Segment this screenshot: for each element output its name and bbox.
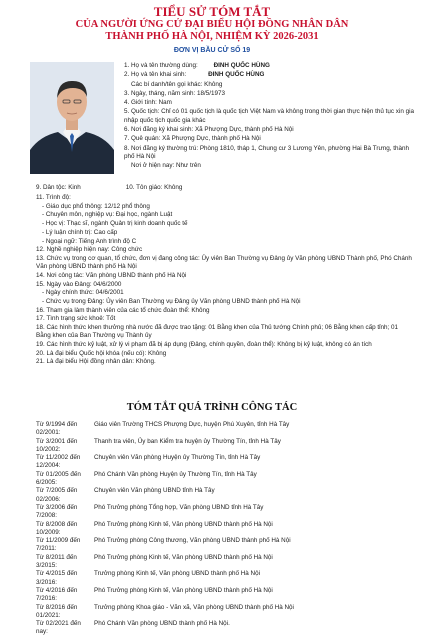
- document-title: TIỂU SỬ TÓM TẮT: [153, 4, 271, 19]
- career-period: Từ 9/1994 đến 02/2001:: [36, 421, 78, 437]
- ethnicity: 9. Dân tộc: Kinh: [36, 184, 81, 191]
- career-position: Phó Chánh Văn phòng Huyện ủy Thường Tín, tỉnh Hà Tây: [94, 470, 257, 478]
- detail-item: 14. Nơi công tác: Văn phòng UBND thành phố Hà Nội: [36, 271, 187, 279]
- career-position: Trưởng phòng Khoa giáo - Văn xã, Văn phòng UBND thành phố Hà Nội: [94, 603, 294, 611]
- career-row: [36, 587, 416, 604]
- career-period: Từ 8/2016 đến 01/2021:: [36, 603, 78, 619]
- career-row: [36, 487, 416, 504]
- detail-item: - Giáo dục phổ thông: 12/12 phổ thông: [42, 202, 150, 210]
- birth-name-label: 2. Họ và tên khai sinh:: [124, 71, 187, 79]
- career-position: Phó Trưởng phòng Công thương, Văn phòng UBND thành phố Hà Nội: [94, 537, 291, 545]
- common-name-label: 1. Họ và tên thường dùng:: [124, 62, 198, 69]
- career-period: Từ 3/2006 đến 7/2008:: [36, 503, 78, 520]
- detail-item: - Lý luận chính trị: Cao cấp: [42, 228, 118, 236]
- career-period: Từ 3/2001 đến 10/2002:: [36, 437, 78, 453]
- electoral-unit: ĐƠN VỊ BẦU CỬ SỐ 19: [173, 46, 251, 54]
- career-position: Phó Trưởng phòng Kinh tế, Văn phòng UBND thành phố Hà Nội: [94, 553, 273, 561]
- detail-item: 21. Là đại biểu Hội đồng nhân dân: Không.: [36, 358, 156, 366]
- detail-item: 19. Các hình thức kỷ luật, xử lý vi phạm đã bị áp dụng (Đảng, chính quyền, đoàn thể): Không bị kỷ luật, không có án tích: [36, 340, 372, 348]
- detail-item: 11. Trình độ:: [36, 194, 71, 201]
- religion: 10. Tôn giáo: Không: [125, 184, 183, 191]
- candidate-photo: [30, 62, 114, 174]
- career-period: Từ 7/2005 đến 02/2006:: [36, 487, 78, 503]
- common-name-value: ĐINH QUỐC HÙNG: [213, 62, 270, 69]
- career-period: Từ 8/2008 đến 10/2009:: [36, 520, 78, 536]
- career-position: Phó Trưởng phòng Kinh tế, Văn phòng UBND thành phố Hà Nội: [94, 520, 273, 528]
- career-row: [36, 620, 416, 637]
- career-list: [36, 421, 416, 637]
- career-row: [36, 438, 416, 455]
- detail-item: - Chức vụ trong Đảng: Ủy viên Ban Thường vụ Đảng ủy Văn phòng UBND thành phố Hà Nội: [42, 297, 301, 305]
- common-name-row: [124, 62, 414, 70]
- career-row: [36, 504, 416, 521]
- career-position: Chuyên viên Văn phòng Huyện ủy Thường Tín, tỉnh Hà Tây: [94, 454, 261, 462]
- career-period: Từ 11/2009 đến 7/2011:: [36, 537, 81, 553]
- detail-item: - Học vị: Thạc sĩ, ngành Quản trị kinh doanh quốc tế: [42, 220, 188, 228]
- career-period: Từ 11/2002 đến 12/2004:: [36, 454, 81, 470]
- career-row: [36, 570, 416, 587]
- career-row: [36, 471, 416, 488]
- career-row: [36, 454, 416, 471]
- career-position: Phó Trưởng phòng Tổng hợp, Văn phòng UBND tỉnh Hà Tây: [94, 503, 264, 511]
- current-residence: Nơi ở hiện nay: Như trên: [131, 162, 201, 170]
- career-row: [36, 604, 416, 621]
- detail-item: 18. Các hình thức khen thưởng nhà nước đã được trao tặng: 01 Bằng khen của Thủ tướng Chính phủ; 06 Bằng khen cấp tỉnh; 01 Bằng khen của Ban Thường vụ Thành ủy: [36, 324, 399, 340]
- personal-info: [124, 62, 414, 171]
- career-position: Giáo viên Trường THCS Phượng Dực, huyện Phú Xuyên, tỉnh Hà Tây: [94, 421, 290, 428]
- date-of-birth: 3. Ngày, tháng, năm sinh: 18/5/1973: [124, 89, 226, 97]
- career-section-title: TÓM TẮT QUÁ TRÌNH CÔNG TÁC: [126, 402, 298, 413]
- career-position: Thanh tra viên, Ủy ban Kiểm tra huyện ủy Thường Tín, tỉnh Hà Tây: [94, 437, 281, 445]
- detail-item: 12. Nghề nghiệp hiện nay: Công chức: [36, 246, 143, 254]
- career-period: Từ 02/2021 đến nay:: [36, 620, 81, 636]
- detail-item: - Ngoại ngữ: Tiếng Anh trình độ C: [42, 237, 137, 245]
- detail-item: 17. Tình trạng sức khoẻ: Tốt: [36, 315, 116, 323]
- career-row: [36, 554, 416, 571]
- gender: 4. Giới tính: Nam: [124, 99, 172, 107]
- career-position: Trưởng phòng Kinh tế, Văn phòng UBND thành phố Hà Nội: [94, 570, 260, 578]
- permanent-residence: 8. Nơi đăng ký thường trú: Phòng 1810, tháp 1, Chung cư 3 Lương Yên, phường Hai Bà Trưng, thành phố Hà Nội: [124, 144, 409, 160]
- career-row: [36, 537, 416, 554]
- career-row: [36, 521, 416, 538]
- hometown: 7. Quê quán: Xã Phượng Dực, thành phố Hà Nội: [124, 135, 261, 143]
- detail-item: 16. Tham gia làm thành viên của các tổ chức đoàn thể: Không: [36, 306, 210, 314]
- career-period: Từ 01/2005 đến 6/2005:: [36, 470, 81, 487]
- ethnicity-religion-row: [36, 184, 416, 192]
- document-subtitle: CỦA NGƯỜI ỨNG CỬ ĐẠI BIỂU HỘI ĐỒNG NHÂN DÂN: [75, 18, 349, 30]
- details-list: [36, 194, 414, 367]
- birth-registration: 6. Nơi đăng ký khai sinh: Xã Phượng Dực, thành phố Hà Nội: [124, 125, 294, 133]
- detail-item: 13. Chức vụ trong cơ quan, tổ chức, đơn vị đang công tác: Ủy viên Ban Thường vụ Đảng ủy Văn phòng UBND Thành phố, Phó Chánh Văn phòng UBND thành phố Hà Nội: [36, 254, 412, 271]
- detail-item: 15. Ngày vào Đảng: 04/6/2000: [36, 280, 122, 288]
- portrait-image: [30, 62, 114, 174]
- nationality: 5. Quốc tịch: Chỉ có 01 quốc tịch là quốc tịch Việt Nam và không trong thời gian thực hiện thủ tục xin gia nhập quốc tịch quốc gia khác: [124, 108, 415, 124]
- career-row: [36, 421, 416, 438]
- detail-item: 20. Là đại biểu Quốc hội khóa (nếu có): Không: [36, 349, 167, 357]
- career-position: Phó Chánh Văn phòng UBND thành phố Hà Nội.: [94, 620, 230, 628]
- document-term: THÀNH PHỐ HÀ NỘI, NHIỆM KỲ 2026-2031: [105, 31, 319, 42]
- birth-name-value: ĐINH QUỐC HÙNG: [208, 71, 265, 79]
- career-period: Từ 8/2011 đến 3/2015:: [36, 553, 77, 570]
- career-period: Từ 4/2016 đến 7/2016:: [36, 586, 78, 603]
- career-period: Từ 4/2015 đến 3/2016:: [36, 570, 78, 586]
- detail-item: - Chuyên môn, nghiệp vụ: Đại học, ngành Luật: [42, 211, 173, 219]
- document-header: [0, 6, 424, 57]
- birth-name-row: [124, 71, 414, 79]
- career-position: Phó Trưởng phòng Kinh tế, Văn phòng UBND thành phố Hà Nội: [94, 586, 273, 594]
- detail-item: - Ngày chính thức: 04/6/2001: [42, 289, 124, 297]
- career-position: Chuyên viên Văn phòng UBND tỉnh Hà Tây: [94, 487, 215, 495]
- aliases: Các bí danh/tên gọi khác: Không: [131, 80, 223, 88]
